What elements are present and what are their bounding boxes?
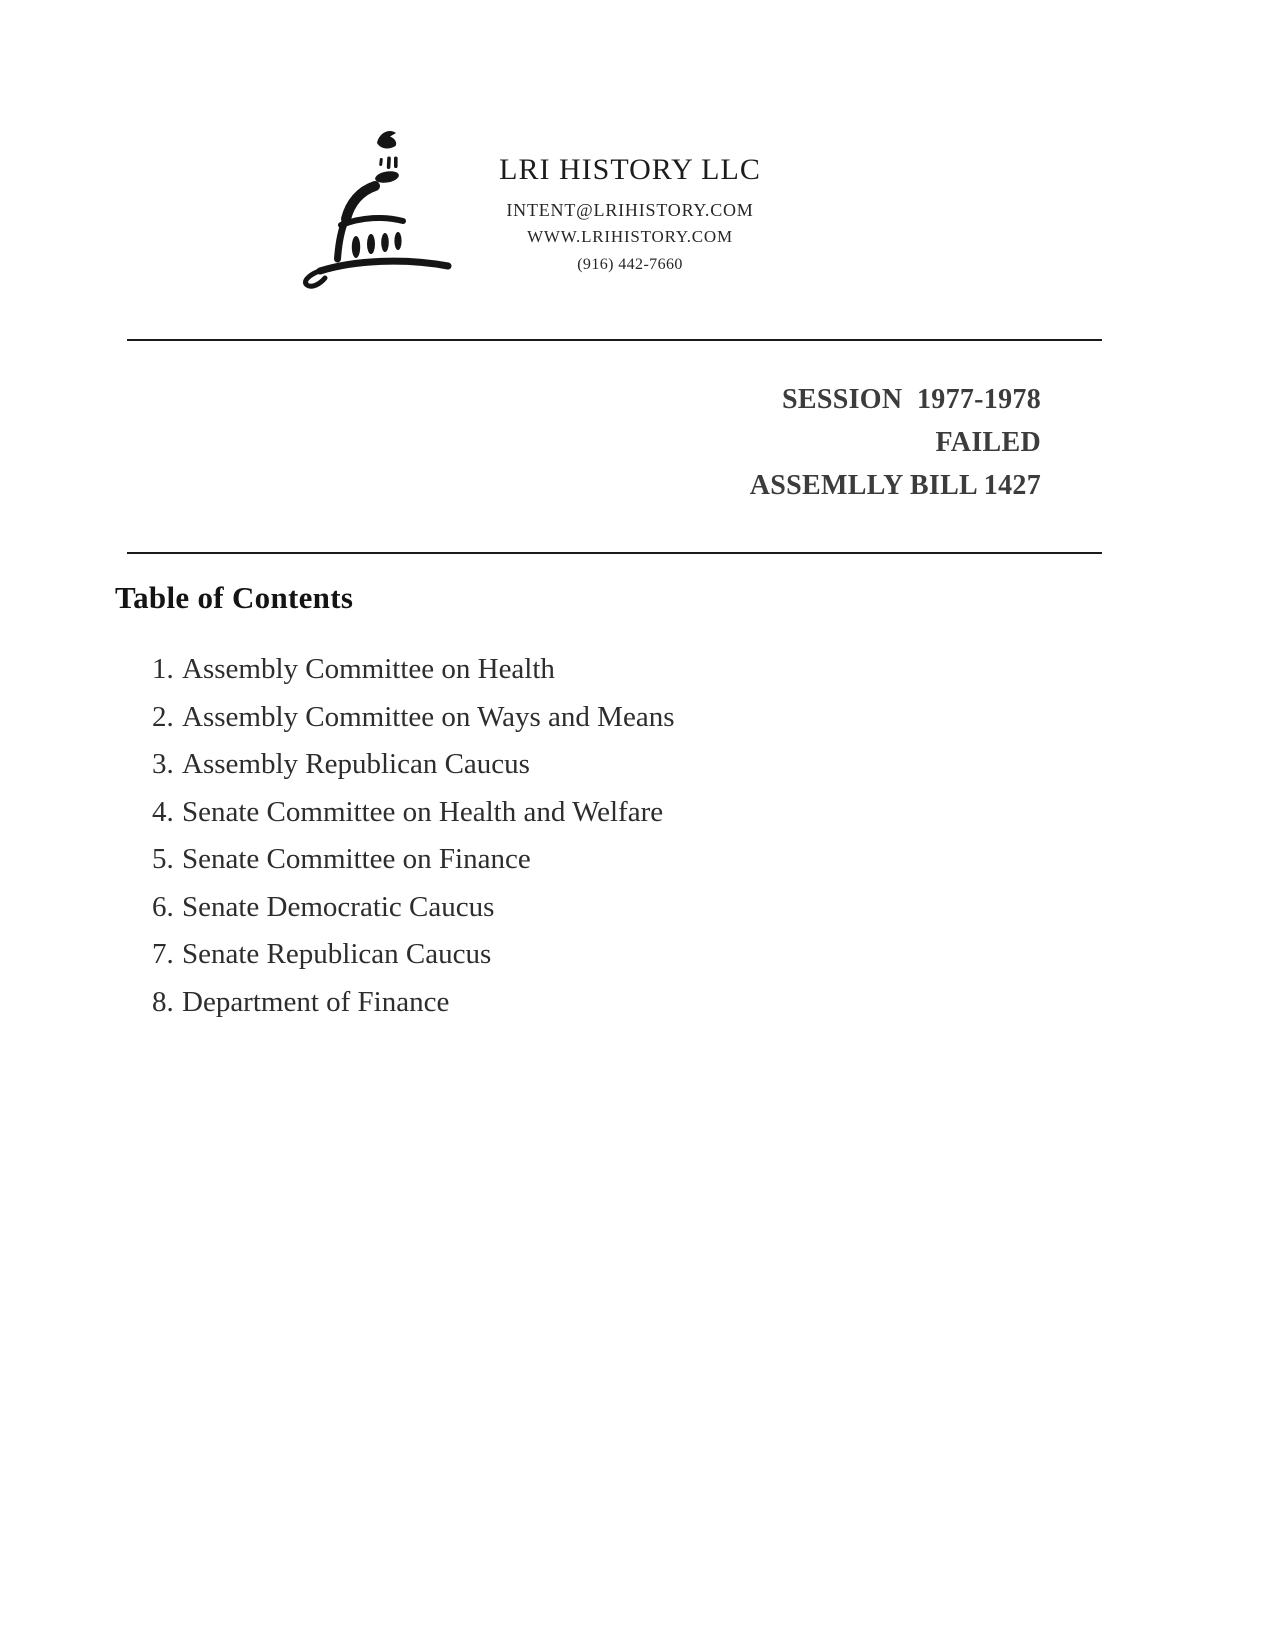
toc-item xyxy=(152,892,1052,940)
contact-phone: (916) 442-7660 xyxy=(577,256,683,273)
toc-item-label: Assembly Committee on Ways and Means xyxy=(182,700,675,733)
toc-item xyxy=(152,702,1052,750)
toc-list xyxy=(152,654,1052,1034)
toc-item xyxy=(152,939,1052,987)
contact-email: INTENT@LRIHISTORY.COM xyxy=(506,200,754,220)
toc-item-label: Assembly Committee on Health xyxy=(182,653,555,685)
toc-item-label: Senate Committee on Health and Welfare xyxy=(182,795,664,828)
toc-item-label: Senate Democratic Caucus xyxy=(182,890,495,923)
toc-item-label: Department of Finance xyxy=(182,985,450,1018)
toc-item-number: 3. xyxy=(152,748,174,780)
status-line: FAILED xyxy=(935,427,1041,458)
toc-item xyxy=(152,797,1052,845)
toc-item-number: 6. xyxy=(152,890,174,923)
toc-item xyxy=(152,987,1052,1035)
toc-item-number: 1. xyxy=(152,653,174,685)
toc-item-number: 2. xyxy=(152,700,174,733)
contact-website: WWW.LRIHISTORY.COM xyxy=(527,227,733,246)
toc-item-label: Assembly Republican Caucus xyxy=(182,748,530,780)
toc-item xyxy=(152,844,1052,892)
letterhead xyxy=(380,152,880,275)
toc-item xyxy=(152,654,1052,702)
company-name: LRI HISTORY LLC xyxy=(499,153,761,186)
toc-item-number: 5. xyxy=(152,843,174,875)
toc-item-label: Senate Committee on Finance xyxy=(182,843,531,875)
toc-heading: Table of Contents xyxy=(115,580,354,615)
session-block xyxy=(127,378,1041,507)
toc-item xyxy=(152,749,1052,797)
session-line: SESSION 1977-1978 xyxy=(781,384,1041,415)
toc-item-number: 4. xyxy=(152,795,174,828)
bill-line: ASSEMLLY BILL 1427 xyxy=(749,470,1041,501)
toc-item-number: 7. xyxy=(152,938,174,970)
horizontal-rule-bottom xyxy=(127,552,1102,554)
toc-item-label: Senate Republican Caucus xyxy=(182,938,492,970)
horizontal-rule-top xyxy=(127,339,1102,341)
toc-item-number: 8. xyxy=(152,985,174,1018)
